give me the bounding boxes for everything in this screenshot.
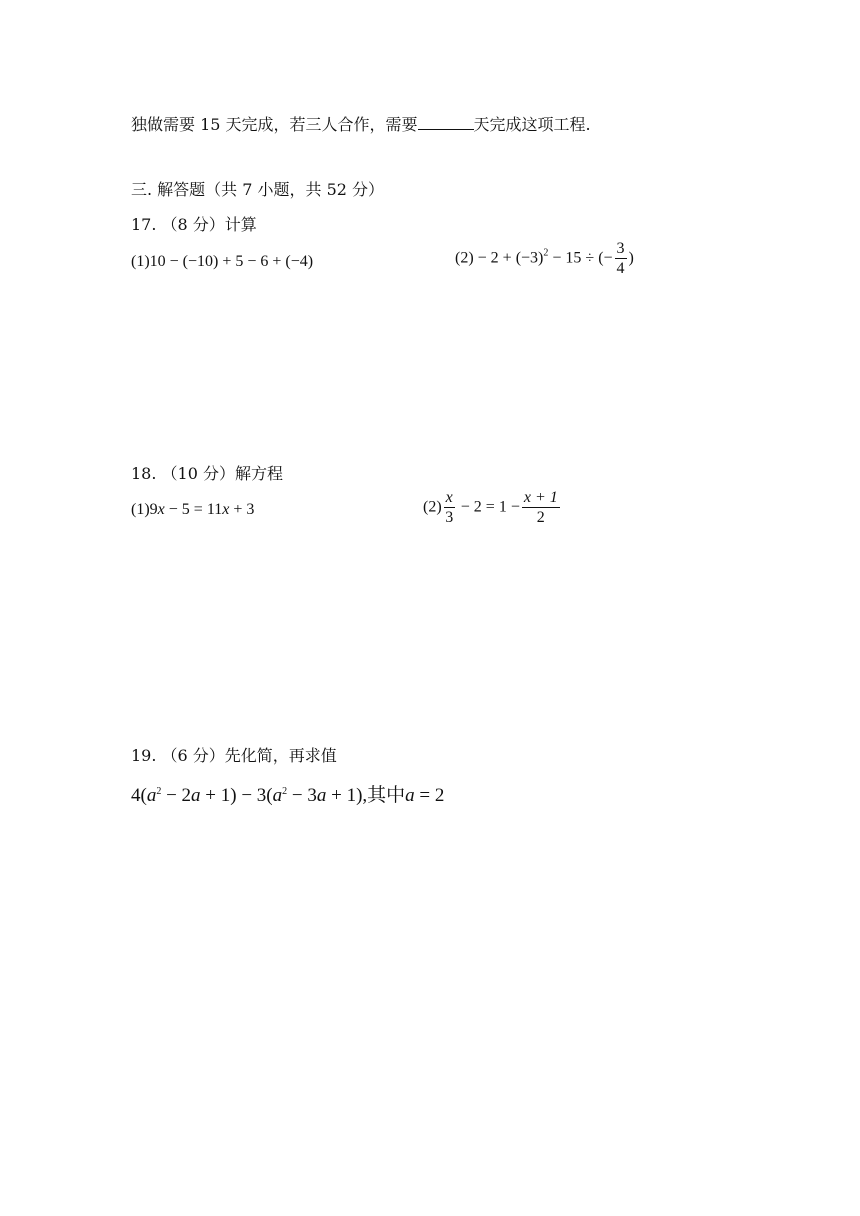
q19-exp-2: 2 [282, 786, 288, 797]
q18-fraction-1-numerator: x [445, 489, 453, 506]
q19-header: 19. （6 分）先化简，再求值 [131, 746, 337, 765]
q19-var-4: a [316, 785, 327, 806]
q17-fraction-denominator: 4 [616, 260, 625, 277]
q18-part1-c: + 3 [229, 501, 255, 518]
continuation-before-blank: 独做需要 15 天完成，若三人合作，需要 [131, 115, 418, 134]
q18-part2-lead: (2) [423, 498, 442, 516]
q19-var-5: a [405, 785, 415, 806]
q17-part2-lead: (2) − 2 + (−3) [455, 249, 544, 267]
q17-header: 17. （8 分）计算 [131, 215, 257, 234]
q19-expr-d: − 3 [287, 785, 317, 806]
q17-fraction-numerator: 3 [616, 240, 625, 257]
q18-part1 [131, 501, 254, 519]
q18-part2-mid: − 2 = 1 − [456, 498, 520, 516]
q17-part1: (1)10 − (−10) + 5 − 6 + (−4) [131, 253, 314, 270]
q18-fraction-1-denominator: 3 [445, 509, 454, 526]
q18-fraction-1 [444, 490, 455, 526]
q18-part1-b: − 5 = 11 [164, 501, 223, 518]
q18-var-x2: x [222, 501, 230, 518]
q18-part2 [423, 490, 562, 526]
q19-expression [131, 780, 444, 807]
q18-fraction-2 [522, 490, 560, 526]
q19-expr-c: + 1) − 3( [200, 785, 273, 806]
q18-fraction-2-numerator: x + 1 [523, 489, 558, 506]
q19-expr-b: − 2 [161, 785, 192, 806]
q19-expr-e: + 1),其中 [326, 785, 406, 806]
q19-var-3: a [272, 785, 283, 806]
q17-part2 [455, 241, 634, 277]
q17-part2-tail: − 15 ÷ (− [548, 249, 613, 267]
q18-var-x1: x [157, 501, 165, 518]
section-title: 三. 解答题（共 7 小题，共 52 分） [131, 180, 385, 199]
q19-exp-1: 2 [156, 786, 162, 797]
q17-part2-exponent: 2 [543, 247, 549, 259]
q17-part2-fraction [615, 241, 627, 277]
q17-part2-close: ) [628, 249, 634, 267]
continuation-line [131, 112, 591, 135]
q19-var-1: a [146, 785, 157, 806]
q18-fraction-2-denominator: 2 [536, 509, 545, 526]
answer-blank [418, 115, 474, 130]
q19-expr-a: 4( [131, 785, 147, 806]
q19-expr-f: = 2 [414, 785, 445, 806]
continuation-after-blank: 天完成这项工程. [473, 115, 591, 134]
q18-part1-a: (1)9 [131, 501, 158, 518]
q18-header: 18. （10 分）解方程 [131, 464, 283, 483]
q19-var-2: a [191, 785, 201, 806]
